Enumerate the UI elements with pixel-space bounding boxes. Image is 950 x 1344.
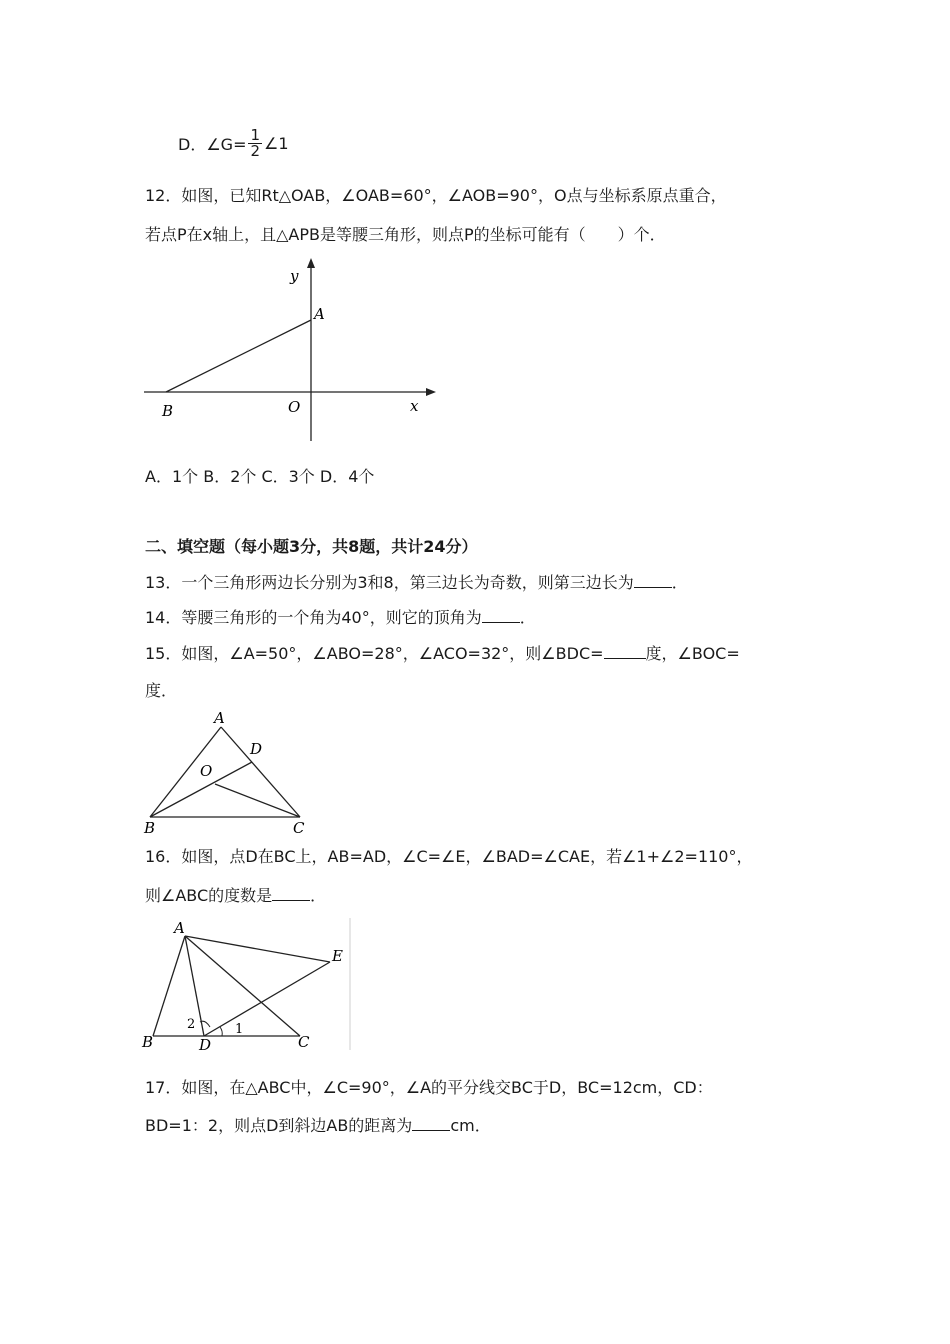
side-ab — [153, 936, 185, 1036]
q16-line2 — [145, 886, 326, 906]
q12-figure — [140, 255, 440, 445]
q14-end: ． — [519, 608, 536, 627]
segment-ab — [166, 320, 311, 392]
segment-ae — [185, 936, 330, 962]
fraction-denominator: 2 — [250, 142, 261, 160]
label-a: A — [174, 919, 185, 937]
label-c: C — [298, 1033, 310, 1051]
q13 — [145, 573, 688, 593]
fraction-one-half — [248, 128, 262, 159]
q11-option-d — [178, 128, 289, 159]
q15-line1 — [145, 644, 740, 664]
q12-line1: 12．如图，已知Rt△OAB，∠OAB=60°，∠AOB=90°，O点与坐标系原点重合， — [145, 186, 727, 205]
label-angle-2: 2 — [187, 1017, 196, 1032]
q14 — [145, 608, 536, 628]
q14-text: 14．等腰三角形的一个角为40°，则它的顶角为 — [145, 608, 482, 627]
q17-line1: 17．如图，在△ABC中，∠C=90°，∠A的平分线交BC于D，BC=12cm，CD： — [145, 1078, 713, 1097]
q11-option-d-suffix: ∠1 — [264, 134, 289, 153]
q13-text: 13．一个三角形两边长分别为3和8，第三边长为奇数，则第三边长为 — [145, 573, 634, 592]
label-o: O — [200, 762, 213, 780]
q16-text-a: 则∠ABC的度数是 — [145, 886, 273, 905]
y-axis-arrow — [307, 258, 315, 268]
answer-blank — [272, 886, 310, 901]
x-axis-arrow — [426, 388, 436, 396]
q11-option-d-prefix: D．∠G= — [178, 135, 247, 154]
label-a: A — [214, 709, 225, 727]
label-d: D — [199, 1036, 212, 1054]
label-b: B — [162, 402, 174, 420]
label-b: B — [144, 819, 156, 837]
label-c: C — [293, 819, 305, 837]
label-y: y — [290, 267, 299, 285]
q17-line2 — [145, 1116, 491, 1136]
q12-options: A．1个 B．2个 C．3个 D．4个 — [145, 467, 375, 486]
answer-blank — [604, 644, 646, 659]
q13-end: ． — [671, 573, 688, 592]
label-d: D — [250, 740, 263, 758]
label-angle-1: 1 — [235, 1022, 244, 1037]
answer-blank — [412, 1116, 450, 1131]
q15-text-a: 15．如图，∠A=50°，∠ABO=28°，∠ACO=32°，则∠BDC= — [145, 644, 604, 663]
q12-line2: 若点P在x轴上，且△APB是等腰三角形，则点P的坐标可能有（ ）个． — [145, 225, 666, 244]
answer-blank — [634, 573, 672, 588]
q17-text-a: BD=1：2，则点D到斜边AB的距离为 — [145, 1116, 413, 1135]
label-a: A — [314, 305, 325, 323]
q15-figure — [140, 706, 310, 840]
section-title: 二、填空题（每小题3分，共8题，共计24分） — [145, 537, 478, 556]
q16-figure — [140, 915, 355, 1055]
q15-text-b: 度，∠BOC= — [645, 644, 740, 663]
label-x: x — [410, 397, 419, 415]
label-e: E — [332, 947, 343, 965]
answer-blank — [482, 608, 520, 623]
label-b: B — [142, 1033, 154, 1051]
segment-co — [215, 784, 300, 817]
fraction-numerator: 1 — [250, 126, 261, 144]
q16-line1: 16．如图，点D在BC上，AB=AD，∠C=∠E，∠BAD=∠CAE，若∠1+∠2=110°， — [145, 847, 753, 866]
angle-1-arc — [220, 1027, 222, 1036]
q17-end: cm． — [450, 1116, 491, 1135]
segment-de — [204, 962, 330, 1036]
q15-line2: 度． — [145, 681, 178, 700]
label-o: O — [288, 398, 301, 416]
q16-end: ． — [310, 886, 327, 905]
